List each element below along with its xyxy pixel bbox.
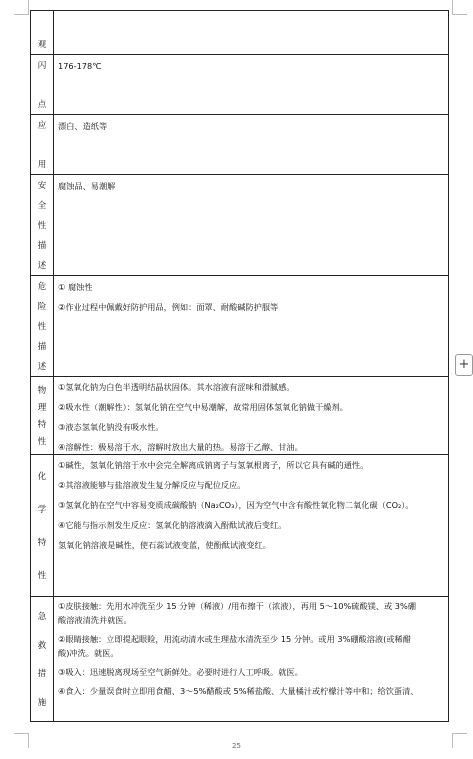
label-char: 物 [37,386,47,397]
row-flash-point [31,55,449,115]
row-content [54,455,449,596]
label-char: 特 [37,419,47,430]
label-char: 点 [37,100,47,110]
chemical-line: ①碱性，氢氧化钠溶于水中会完全解离成钠离子与氢氧根离子，所以它具有碱的通性。 [58,460,369,470]
row-label [31,115,54,174]
label-char: 描 [37,241,47,251]
label-char: 危 [37,282,47,292]
row-label [31,597,54,721]
row-content [54,11,449,54]
row-content [54,377,449,454]
safety-text: 腐蚀品、易潮解 [58,181,116,191]
row-appearance [31,11,449,55]
first-aid-line: ③吸入：迅速脱离现场至空气新鲜处。必要时进行人工呼吸。就医。 [58,667,303,677]
row-label [31,55,54,114]
row-hazard [31,276,449,377]
page-number: 25 [232,742,241,750]
label-char: 险 [37,302,47,312]
label-char: 性 [37,322,47,332]
physical-line: ①氢氧化钠为白色半透明结晶状固体。其水溶液有涩味和滑腻感。 [58,382,295,392]
row-chemical-properties [31,455,449,597]
label-char: 观 [37,40,47,50]
row-content [54,115,449,174]
label-char: 救 [37,640,47,651]
first-aid-line: ④食入：少量误食时立即用食醋、3～5%醋酸或 5%稀盐酸、大量橘汁或柠檬汁等中和；给饮蛋清、 [58,686,419,696]
label-char: 理 [37,403,47,414]
crop-mark-top-left [14,0,29,15]
first-aid-line: 酸)冲洗。就医。 [58,648,119,658]
chemical-line: ②其溶液能够与盐溶液发生复分解反应与配位反应。 [58,480,246,490]
label-char: 用 [37,160,47,170]
chemical-line: 氢氧化钠溶液是碱性，使石蕊试液变蓝，使酚酞试液变红。 [58,540,271,550]
row-label [31,11,54,54]
label-char: 施 [37,697,47,708]
label-char: 性 [37,221,47,231]
row-label [31,377,54,454]
property-table [30,10,449,722]
label-char: 安 [37,181,47,191]
hazard-line: ②作业过程中佩戴好防护用品，例如：面罩、耐酸碱防护服等 [58,302,279,312]
first-aid-line: ①皮肤接触：先用水冲洗至少 15 分钟（稀液）/用布擦干（浓液），再用 5～10%硫酸镁、或 3%硼 [58,601,416,611]
physical-line: ②吸水性（潮解性）：氢氧化钠在空气中易潮解，故常用固体氢氧化钠做干燥剂。 [58,402,348,412]
physical-line: ③液态氢氧化钠没有吸水性。 [58,422,164,432]
label-char: 应 [37,121,47,131]
row-safety [31,175,449,276]
hazard-line: ① 腐蚀性 [58,282,93,292]
label-char: 化 [37,472,47,483]
label-char: 急 [37,612,47,623]
add-button[interactable]: + [455,354,473,376]
row-first-aid [31,597,449,722]
chemical-line: ③氢氧化钠在空气中容易变质成碳酸钠（Na₂CO₃），因为空气中含有酸性氧化物二氧化碳（CO₂）。 [58,500,414,510]
row-physical-properties [31,377,449,455]
chemical-line: ④它能与指示剂发生反应：氢氧化钠溶液滴入酚酞试液后变红。 [58,520,287,530]
label-char: 措 [37,669,47,680]
application-text: 漂白、造纸等 [58,121,108,131]
label-char: 性 [37,436,47,447]
label-char: 特 [37,537,47,548]
crop-mark-top-right [452,0,467,15]
label-char: 性 [37,570,47,581]
row-label [31,276,54,376]
label-char: 全 [37,201,47,211]
row-content [54,276,449,376]
row-content [54,597,449,721]
label-char: 述 [37,362,47,372]
first-aid-line: ②眼睛接触：立即提起眼睑，用流动清水或生理盐水清洗至少 15 分钟。或用 3%硼酸溶液(或稀醋 [58,634,411,644]
row-label [31,175,54,275]
physical-line: ④溶解性：极易溶于水，溶解时放出大量的热。易溶于乙醇、甘油。 [58,442,303,452]
label-char: 描 [37,342,47,352]
first-aid-line: 酸溶液清洗并就医。 [58,615,132,625]
flash-point-value: 176-178℃ [58,61,102,71]
row-content [54,175,449,275]
row-content [54,55,449,114]
label-char: 述 [37,261,47,271]
row-label [31,455,54,596]
row-application [31,115,449,175]
label-char: 闪 [37,61,47,71]
label-char: 学 [37,505,47,516]
